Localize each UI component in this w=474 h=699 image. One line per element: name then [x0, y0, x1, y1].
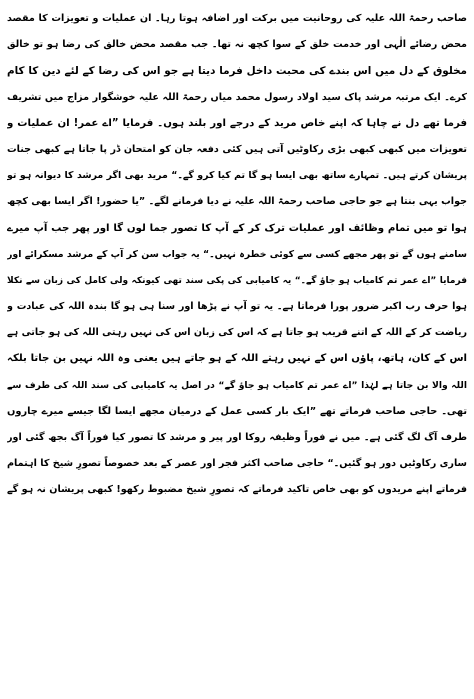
text-line-7: پریشان کرتے ہیں۔ تمہارے ساتھ بھی ایسا ہو گا تم کیا کرو گے۔“ مرید بھی اگر مرشد کا دیوانہ ہو تو	[7, 170, 467, 182]
text-line-18: ساری رکاوٹیں دور ہو گئیں۔“ حاجی صاحب اکثر فجر اور عصر کے بعد خصوصاً تصورِ شیخ کا اہتمام	[7, 458, 467, 470]
text-line-10: سامنے ہوں گے تو پھر مجھے کسی سے کوئی خطرہ نہیں۔“ یہ جواب سن کر آپ کے مرشد مسکرائے اور	[7, 248, 467, 260]
text-line-3: مخلوق کے دل میں اس بندے کی محبت داخل فرما دیتا ہے جو اس کی رضا کے لئے دین کا کام	[7, 65, 467, 78]
text-line-15: اللہ والا بن جاتا ہے لہٰذا ”اے عمر تم کامیاب ہو جاؤ گے“ در اصل یہ کامیابی کی سند اللہ کی طرف سے	[7, 379, 467, 391]
text-line-14: اس کے کان، ہاتھ، پاؤں اس کے نہیں رہتے اللہ کے ہو جاتے ہیں یعنی وہ اللہ نہیں بن جاتا بلکہ	[7, 353, 467, 365]
text-line-19: فرماتے اپنے مریدوں کو بھی خاص تاکید فرماتے کہ تصورِ شیخ مضبوط رکھو! کبھی پریشان نہ ہو گے	[7, 484, 467, 496]
text-line-1: صاحب رحمۃ اللہ علیہ کی روحانیت میں برکت اور اضافہ ہوتا رہا۔ ان عملیات و تعویزات کا مقصد	[7, 13, 467, 24]
text-line-4: کرے۔ ایک مرتبہ مرشد پاک سید اولاد رسول محمد میاں رحمۃ اللہ علیہ خوشگوار مزاج میں تشریف	[7, 91, 467, 103]
text-line-5: فرما تھے دل نے چاہا کہ اپنے خاص مرید کے درجے اور بلند ہوں۔ فرمایا ”اے عمر! ان عملیات و	[7, 117, 467, 129]
text-line-11: فرمایا ”اے عمر تم کامیاب ہو جاؤ گے۔“ یہ کامیابی کی پکی سند تھی کیونکہ ولی کامل کی زبان سے نکلا	[7, 275, 467, 286]
text-line-2: محض رضائے الٰہی اور خدمت خلق کے سوا کچھ نہ تھا۔ جب مقصد محض خالق کی رضا ہو تو خالق	[7, 39, 467, 51]
text-line-16: تھی۔ حاجی صاحب فرماتے تھے ”ایک بار کسی عمل کے درمیان مجھے ایسا لگا جیسے میرے چاروں	[7, 405, 467, 417]
text-line-13: ریاضت کر کے اللہ کے اتنے قریب ہو جاتا ہے کہ اس کی زبان اس کی نہیں رہتی اللہ کی ہو جاتی ہے	[7, 327, 467, 339]
text-line-12: ہوا حرف رب اکبر ضرور پورا فرماتا ہے۔ یہ تو آپ نے پڑھا اور سنا ہی ہو گا بندہ اللہ کی عبادت و	[7, 301, 467, 313]
text-line-6: تعویزات میں کبھی کبھی بڑی رکاوٹیں آتی ہیں کئی دفعہ جان کو امتحان ڈر پا جاتا ہے کبھی جنات	[7, 143, 467, 155]
text-line-9: ہوا تو میں تمام وظائف اور عملیات ترک کر کے آپ کا تصور جما لوں گا اور پھر جب آپ میرے	[7, 222, 467, 234]
text-line-8: جواب یہی بنتا ہے جو حاجی صاحب رحمۃ اللہ علیہ نے دیا فرمانے لگے۔ ”یا حضور! اگر ایسا بھی کچھ	[7, 196, 467, 208]
text-line-17: طرف آگ لگ گئی ہے۔ میں نے فوراً وظیفہ روکا اور پیر و مرشد کا تصور کیا فوراً آگ بجھ گئی اور	[7, 432, 467, 443]
